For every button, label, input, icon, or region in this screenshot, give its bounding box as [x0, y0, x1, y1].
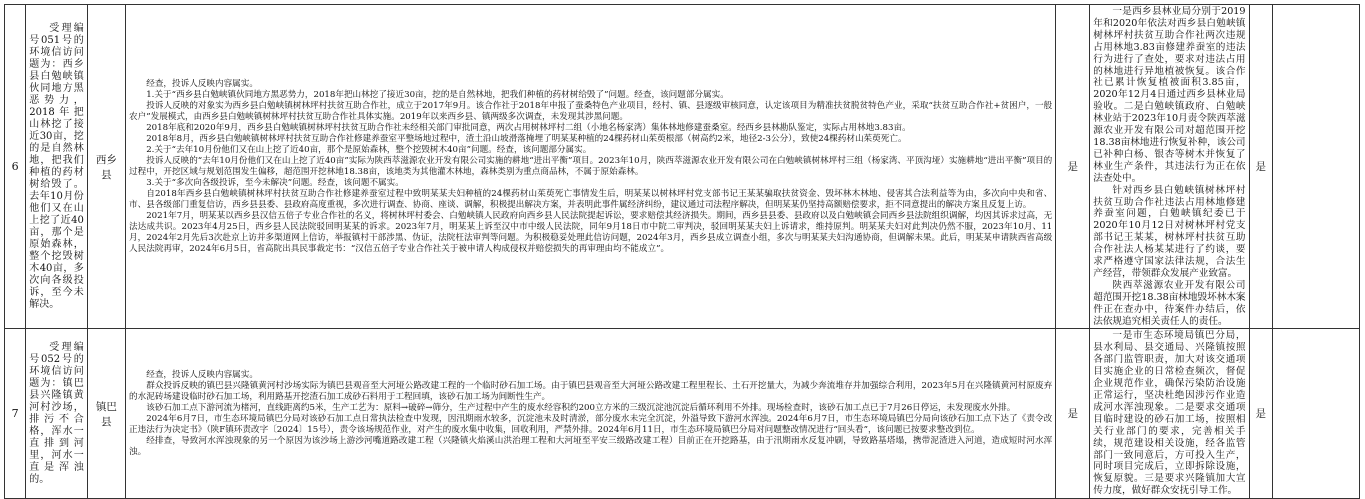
verification-paragraph: 2.关于“去年10月份他们又在山上挖了近40亩，那个是原始森林，整个挖毁树木40亩”问题。经查，该问题部分属实。	[146, 144, 592, 155]
verification-paragraph: 经排查，导致河水浑浊现象的另一个原因为该沙场上游沙河嘴道路改建工程（兴隆镇火焰溪山洪治理工程和大河垭至平安三级路改建工程）目前正在开挖路基，由于汛期雨水反复冲刷，导致路基塔塌，携带泥渣进入河道，造成短时河水浑浊。	[129, 435, 1053, 457]
handling-paragraph: 一是市生态环境局镇巴分局，县水利局、县交通局、兴隆镇按照各部门监管职责，加大对该交通项目实施企业的日常检查频次，督促企业规范作业，确保污染防治设施正常运行，坚决杜绝因涉污作业造成河水浑浊现象。二是要求交通项目临时建设的砂石加工场，按照相关行业部门的要求，完善相关手续，规范建设相关设施，经各监管部门一致同意后，方可投入生产，同时项目完成后，立即拆除设施，恢复原貌。三是要求兴隆镇加大宣传力度，做好群众安抚引导工作。	[1093, 330, 1246, 497]
verified-flag: 是	[1056, 329, 1090, 499]
handling-paragraph: 针对西乡县白勉峡镇树林坪村扶贫互助合作社违法占用林地修建养蚕室问题，白勉峡镇纪委已于2020年10月12日对树林坪村党支部书记王某某，树林坪村扶贫互助合作社法人杨某某进行了约谈，要求严格遵守国家法律法规，合法生产经营，带领群众发展产业致富。	[1093, 184, 1246, 279]
verification-paragraph: 3.关于“多次向各级投诉，至今未解决”问题。经查，该问题不属实。	[146, 177, 404, 188]
verification-paragraph: 该砂石加工点下游河流为楮河，直线距离约5米，生产工艺为：原料→破碎→筛分，生产过程中产生的废水经容积约200立方米的三级沉淀池沉淀后循环利用不外排。现场检查时，该砂石加工点已于7月26日停运，未发现废水外排。	[146, 402, 1016, 413]
verification-paragraph: 2021年7月，明某某以西乡县汉信五倍子专业合作社的名义，将树林坪村委会、白勉峡镇人民政府向西乡县人民法院提起诉讼，要求赔偿其经济损失。期间，西乡县县委、县政府以及白勉峡镇会同西乡县法院组织调解，均因其诉求过高，无法达成共识。2023年4月25日，西乡县人民法院驳回明某某的诉求。2023年7月，明某某上诉至汉中市中级人民法院，同年9月18日市中院二审判决，驳回明某某夫妇上诉请求，维持原判。明某某夫妇对此判决仍然不服，2023年10月、11月，2024年2月先后3次赴京上访并多渠道网上信访，举报镇村干部涉黑、伪证，法院枉法审判等问题。为积极稳妥处理此信访问题，2024年3月，西乡县成立调查小组，多次与明某某夫妇沟通协商，但调解未果。此后，明某某申请陕西省高级人民法院再审，2024年6月5日，省高院出具民事裁定书：“汉信五倍子专业合作社关于被申请人构成侵权并赔偿损失的再审理由均不能成立”。	[129, 210, 1053, 254]
verification-paragraph: 投诉人反映的“去年10月份他们又在山上挖了近40亩”实际为陕西萃滋源农业开发有限公司实施的耕地“进出平衡”项目。2023年10月，陕西萃滋源农业开发有限公司在白勉峡镇树林坪村三组（杨家湾、平顶沟垭）实施耕地“进出平衡”项目的过程中，开挖区域与规划范围发生偏移，超范围开挖林地18.38亩，该地类为其他灌木林地，森林类别为重点商品林，不属于原始森林。	[129, 155, 1053, 177]
verification-paragraph: 2024年6月7日，市生态环境局镇巴分局对该砂石加工点日常执法检查中发现，因汛期雨水较多，沉淀池未及时清淤，部分废水未完全沉淀，外溢导致下游河水浑浊。2024年6月7日，市生态环境局镇巴分局向该砂石加工点下达了《责令改正违法行为决定书》（陕F镇环责改字〔2024〕15号），责令该场规范作业，对产生的废水集中收集，回收利用，严禁外排。2024年6月11日，市生态环境局镇巴分局对问题整改情况进行“回头看”，该问题已按要求整改到位。	[129, 413, 1053, 435]
verification-details	[126, 329, 1056, 499]
row-number: 7	[5, 329, 26, 499]
verification-paragraph: 自2018年西乡县白勉峡镇树林坪村扶贫互助合作社修建养蚕室过程中致明某某夫妇种植的24棵药材山茱萸死亡事情发生后，明某某以树林坪村党支部书记王某某骗取扶贫资金、毁坏林木林地、侵害其合法利益等为由，多次向中央和省、市、县各级部门重复信访，西乡县县委、县政府高度重视，多次进行调查、协商、座谈、调解，积极提出解决方案，并表明此事件属经济纠纷，建议通过司法程序解决，但明某某仍坚持高额赔偿要求，拒不同意提出的解决方案且反复上访。	[129, 188, 1053, 210]
handling-paragraph: 陕西萃滋源农业开发有限公司超范围开挖18.38亩林地毁坏林木案件正在查办中，待案件办结后，依法依规追究相关责任人的责任。	[1093, 279, 1246, 327]
verification-details	[126, 5, 1056, 329]
handling-measures	[1090, 5, 1249, 329]
rectified-flag: 是	[1249, 329, 1272, 499]
county-cell: 镇巴县	[87, 329, 125, 499]
blank-cell	[1272, 329, 1359, 499]
table-row	[5, 5, 1360, 329]
handling-paragraph: 一是西乡县林业局分别于2019年和2020年依法对西乡县白勉峡镇树林坪村扶贫互助合作社两次违规占用林地3.83亩修建养蚕室的违法行为进行了查处，要求对违法占用的林地进行异地植被恢复。该合作社已累计恢复植被面积3.85亩，2020年12月4日通过西乡县林业局验收。二是白勉峡镇政府、白勉峡林业站于2023年10月责令陕西萃滋源农业开发有限公司对超范围开挖18.38亩林地进行恢复补种，该公司已补种白杨、银杏等树木并恢复了林业生产条件，其违法行为正在依法查处中。	[1093, 6, 1246, 184]
verification-paragraph: 2018年8月，西乡县白勉峡镇树林坪村扶贫互助合作社修建养蚕室平整场地过程中，渣土沿山坡滑落掩埋了明某某种植的24棵药材山茱萸根部（树高约2米，地径2-3公分），致使24棵药材山茱萸死亡。	[146, 133, 907, 144]
verification-paragraph: 1.关于“西乡县白勉峡镇伙同地方黑恶势力，2018年把山林挖了接近30亩，挖的是自然林地，把我们种植的药材树给毁了”问题。经查，该问题部分属实。	[146, 89, 729, 100]
row-number: 6	[5, 5, 26, 329]
verification-paragraph: 经查，投诉人反映内容属实。	[146, 78, 258, 89]
rectified-flag: 是	[1249, 5, 1272, 329]
blank-cell	[1272, 5, 1359, 329]
table-row	[5, 329, 1360, 499]
verified-flag: 是	[1056, 5, 1090, 329]
verification-paragraph: 投诉人反映的对象实为西乡县白勉峡镇树林坪村扶贫互助合作社，成立于2017年9月。该合作社于2018年申报了蚕桑特色产业项目，经村、镇、县逐级审核同意，认定该项目为精准扶贫脱贫特色产业，采取“扶贫互助合作社+贫困户，一般农户”发展模式，由西乡县白勉峡镇树林坪村扶贫互助合作社具体实施。2019年以来西乡县、镇两级多次调查，未发现其涉黑问题。	[129, 100, 1053, 122]
verification-paragraph: 2018年底和2020年9月，西乡县白勉峡镇树林坪村扶贫互助合作社未经相关部门审批同意，两次占用树林坪村二组（小地名杨家湾）集体林地修建蚕桑室。经西乡县林勘队鉴定，实际占用林地3.83亩。	[146, 122, 911, 133]
verification-paragraph: 经查，投诉人反映内容属实。	[146, 369, 258, 380]
complaint-summary: 受理编号051号的环境信访问题为：西乡县白勉峡镇伙同地方黑恶势力，2018年把山林挖了接近30亩，挖的是自然林地，把我们种植的药材树给毁了。去年10月份他们又在山上挖了近40亩，那个是原始森林，整个挖毁树木40亩，多次向各级投诉，至今未解决。	[26, 5, 88, 329]
complaint-summary: 受理编号052号的环境信访问题为：镇巴县兴隆镇黄河村沙场，排污不合格，浑水一直排到河里，河水一直是浑浊的。	[26, 329, 88, 499]
verification-paragraph: 群众投诉反映的镇巴县兴隆镇黄河村沙场实际为镇巴县观音至大河垭公路改建工程的一个临时砂石加工场。由于镇巴县观音至大河垭公路改建工程里程长、土石开挖量大，为减少奔流堆存并加强综合利用，2023年5月在兴隆镇黄河村原废弃的水泥砖场建设临时砂石加工场，利用路基开挖渣石加工成砂石料用于工程回填，该砂石加工场为间断性生产。	[129, 380, 1053, 402]
verification-table	[4, 4, 1360, 499]
handling-measures	[1090, 329, 1249, 499]
county-cell: 西乡县	[87, 5, 125, 329]
